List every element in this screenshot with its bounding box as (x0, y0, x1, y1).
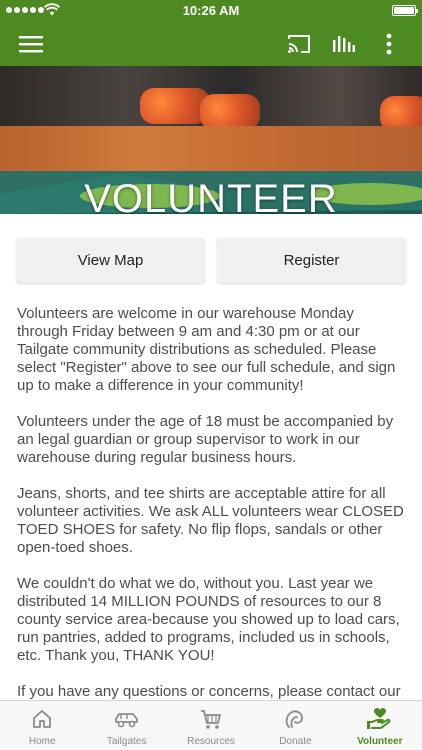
battery-icon (392, 5, 416, 16)
home-icon (28, 706, 56, 732)
info-paragraph: We couldn't do what we do, without you. Last year we distributed 14 MILLION POUNDS of resources to our 8 county service area-because you showed up to load cars, run pantries, added to programs, included us in schools, etc. Thank you, THANK YOU! (17, 575, 400, 664)
tab-label: Resources (187, 736, 235, 747)
tab-donate[interactable] (253, 701, 337, 750)
info-paragraph: Volunteers are welcome in our warehouse Monday through Friday between 9 am and 4:30 pm or at our Tailgate community distributions as scheduled. Please select "Register" above to see our full schedule, and sign up to make a difference in your community! (17, 305, 396, 394)
bars-icon (332, 34, 356, 54)
volunteer-info (17, 305, 407, 737)
hero-banner (0, 66, 422, 214)
status-bar (0, 0, 422, 22)
volunteer-hand-heart-icon (366, 706, 394, 732)
info-paragraph: Volunteers under the age of 18 must be accompanied by an legal guardian or group supervisor to work in our warehouse during regular business hours. (17, 413, 394, 466)
car-icon (113, 706, 141, 732)
hero-produce (200, 94, 260, 130)
tab-label: Volunteer (357, 736, 403, 747)
menu-icon (19, 35, 43, 53)
cast-icon (287, 34, 311, 54)
cast-button[interactable] (284, 29, 314, 59)
tab-resources[interactable] (169, 701, 253, 750)
tab-label: Tailgates (106, 736, 147, 747)
status-time: 10:26 AM (182, 3, 240, 18)
register-button[interactable]: Register (217, 238, 406, 283)
more-options-button[interactable] (374, 29, 404, 59)
view-map-button[interactable]: View Map (16, 238, 205, 283)
tab-label: Home (28, 736, 56, 747)
info-paragraph: If you have any questions or concerns, please contact our (17, 683, 401, 700)
tab-label: Donate (279, 736, 312, 747)
tab-volunteer[interactable] (338, 701, 422, 750)
tab-tailgates[interactable] (84, 701, 168, 750)
more-vertical-icon (386, 33, 392, 55)
hero-title: VOLUNTEER (84, 177, 338, 214)
tab-home[interactable] (0, 701, 84, 750)
audio-bars-button[interactable] (329, 29, 359, 59)
donate-icon (281, 706, 309, 732)
cart-icon (197, 706, 225, 732)
menu-button[interactable] (16, 29, 46, 59)
action-buttons (16, 238, 406, 283)
info-paragraph: Jeans, shorts, and tee shirts are acceptable attire for all volunteer activities. We ask ALL volunteers wear CLOSED TOED SHOES for safety. No flip flops, sandals or other open-toed shoes. (17, 485, 404, 556)
bottom-tab-bar (0, 700, 422, 750)
app-bar (0, 22, 422, 66)
